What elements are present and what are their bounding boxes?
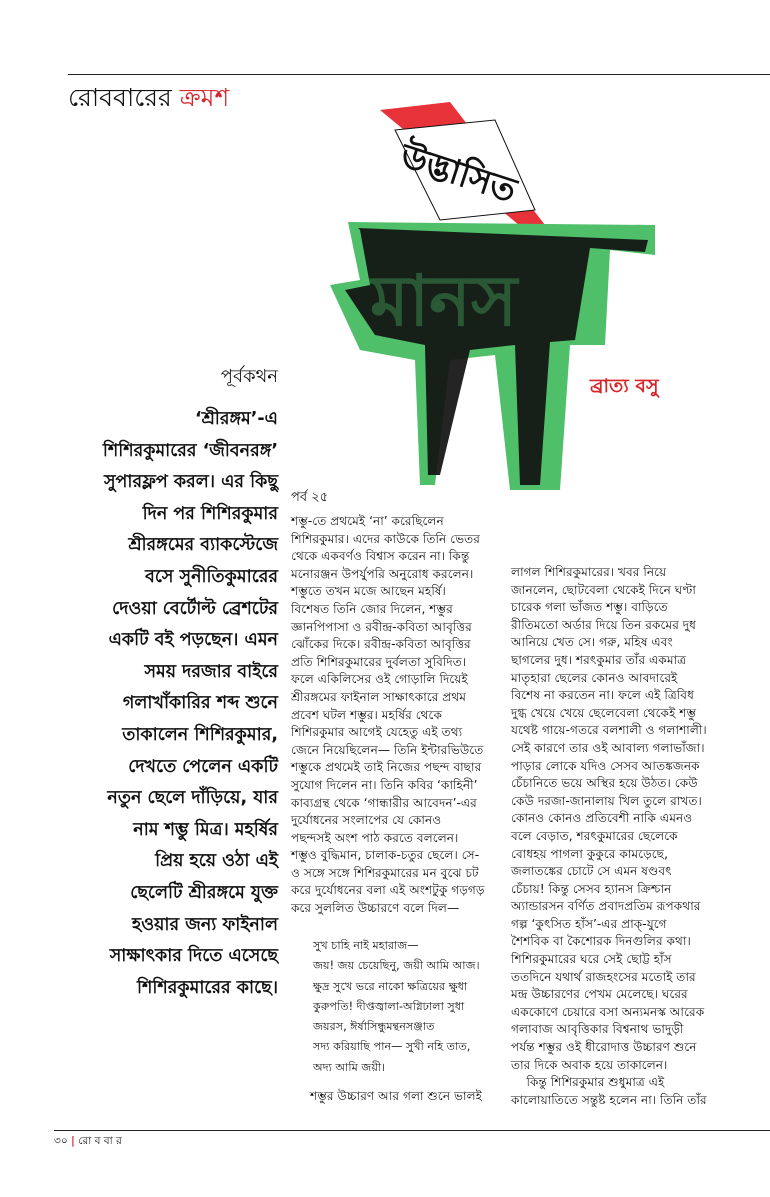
text-line: করে দুর্যোধনের বলা এই অংশটুকু গড়গড় <box>291 883 485 898</box>
poem-quote <box>313 936 480 1078</box>
text-line: সুখ চাহি নাই মহারাজ— <box>313 939 419 952</box>
text-line: জয়! জয় চেয়েছিনু, জয়ী আমি আজ। <box>313 959 480 973</box>
text-line: অ্যান্ডারসন বর্ণিত প্রবাদপ্রতিম রূপকথার <box>511 899 701 914</box>
text-line: শিশিরকুমার আগেই যেহেতু এই তথ্য <box>291 725 463 740</box>
text-line: ও সঙ্গে সঙ্গে শিশিরকুমারের মন বুঝে চট <box>291 865 479 880</box>
lead-heading: পূর্বকথন <box>220 366 278 387</box>
text-line: তাকালেন শিশিরকুমার, <box>122 724 278 745</box>
text-line: নাম শম্ভু মিত্র। মহর্ষির <box>133 819 278 840</box>
text-line: কাব্যগ্রন্থ থেকে ‘গান্ধারীর আবেদন’-এর <box>291 795 477 810</box>
text-line: সদ্য করিয়াছি পান— সুখী নহি তাত, <box>313 1040 471 1054</box>
text-line: আনিয়ে খেত সে। গরু, মহিষ এবং <box>511 635 673 650</box>
text-line: চারেক গলা ভাঁজত শম্ভু। বাড়িতে <box>511 600 668 615</box>
bottom-rule <box>54 1130 770 1131</box>
text-line: কেউ দরজা-জানালায় খিল তুলে রাখত। <box>511 793 702 808</box>
text-line: দুগ্ধ খেয়ে খেয়ে ছেলেবেলা থেকেই শম্ভু <box>511 705 697 720</box>
text-line: এককোণে চেয়ারে বসা অন্যমনস্ক আরেক <box>511 1004 705 1019</box>
text-line: দেখতে পেলেন একটি <box>128 756 278 777</box>
text-line: ছাগলের দুধ। শরৎকুমার তাঁর একমাত্র <box>511 652 687 667</box>
text-line: প্রিয় হয়ে ওঠা এই <box>155 851 278 872</box>
footer-separator: | <box>71 1135 75 1147</box>
text-line: জয়রস, ঈর্ষাসিন্ধুমন্থনসঞ্জাত <box>313 1020 435 1034</box>
text-line: সাক্ষাৎকার দিতে এসেছে <box>109 946 278 967</box>
text-line: পর্যন্ত শম্ভুর ওই ধীরোদাত্ত উচ্চারণ শুনে <box>511 1040 697 1055</box>
text-line: দিন পর শিশিরকুমার <box>142 503 278 524</box>
text-line: ক্ষুদ্র সুখে ভরে নাকো ক্ষত্রিয়ের ক্ষুধা <box>313 979 468 993</box>
text-line: লাগল শিশিরকুমারের। খবর নিয়ে <box>511 565 667 579</box>
article-column-middle-tail: শম্ভুর উচ্চারণ আর গলা শুনে ভালই <box>309 1089 483 1103</box>
text-line: ততদিনে যথার্থ রাজহংসের মতোই তার <box>511 969 696 984</box>
text-line: বোধহয় পাগলা কুকুরে কামড়েছে, <box>511 846 668 861</box>
text-line: তার দিকে অবাক হয়ে তাকালেন। <box>511 1057 668 1072</box>
lead-paragraph <box>60 404 278 1004</box>
text-line: দেওয়া বের্টোল্ট ব্রেশটের <box>112 598 278 619</box>
text-line: থেকে একবর্ণও বিশ্বাস করেন না। কিন্তু <box>291 549 470 564</box>
text-line: জেনে নিয়েছিলেন— তিনি ইন্টারভিউতে <box>291 742 484 757</box>
text-line: গলাখাঁকারির শব্দ শুনে <box>122 693 278 714</box>
text-line: যথেষ্ট গায়ে-গতরে বলশালী ও গলাশালী। <box>511 723 707 738</box>
text-line: গল্প ‘কুৎসিত হাঁস’-এর প্রাক্-যুগে <box>511 916 667 931</box>
text-line: অদ্য আমি জয়ী। <box>313 1060 386 1074</box>
text-line: শিশিরকুমারের কাছে। <box>137 977 278 998</box>
text-line: প্রতি শিশিরকুমারের দুর্বলতা সুবিদিত। <box>291 654 467 669</box>
text-line: ফলে একিলিসের ওই গোড়ালি দিয়েই <box>291 672 468 687</box>
text-line: পাড়ার লোকে যদিও সেসব আতঙ্কজনক <box>511 758 700 773</box>
page-number: ৩০ <box>54 1135 68 1147</box>
text-line: হওয়ার জন্য ফাইনাল <box>132 914 278 935</box>
text-line: জ্ঞানপিপাসা ও রবীন্দ্র-কবিতা আবৃত্তির <box>291 619 472 634</box>
author-name: ব্রাত্য বসু <box>590 375 659 397</box>
top-rule <box>68 74 770 75</box>
text-line: মন্দ্র উচ্চারণের পেখম মেলেছে। ঘরের <box>511 987 688 1002</box>
text-line: শম্ভুকে প্রথমেই তাই নিজের পছন্দ বাছার <box>291 760 482 775</box>
text-line: শিশিরকুমারের ‘জীবনরঙ্গ’ <box>102 440 278 461</box>
text-line: শৈশবিক বা কৈশোরক দিনগুলির কথা। <box>511 934 691 949</box>
text-line: সুপারফ্লপ করল। এর কিছু <box>103 472 278 493</box>
text-line: কুরুপতি! দীপ্তজ্বালা-অগ্নিঢালা সুধা <box>313 999 465 1013</box>
text-line: নতুন ছেলে দাঁড়িয়ে, যার <box>107 788 278 809</box>
text-line: শম্ভুতে তখন মজে আছেন মহর্ষি। <box>291 584 446 599</box>
article-column-middle <box>291 513 501 918</box>
page-footer <box>54 1133 122 1149</box>
text-line: বিশেষত তিনি জোর দিলেন, শম্ভুর <box>291 601 453 616</box>
text-line: ঝোঁকের দিকে। রবীন্দ্র-কবিতা আবৃত্তির <box>291 637 471 652</box>
text-line: কোনও কোনও প্রতিবেশী নাকি এমনও <box>511 811 693 826</box>
text-line: সুযোগ দিলেন না। তিনি কবির ‘কাহিনী’ <box>291 777 478 792</box>
section-heading <box>68 82 229 114</box>
text-line: শ্রীরঙ্গমের ব্যাকস্টেজে <box>128 535 278 556</box>
text-line: ‘শ্রীরঙ্গম’-এ <box>194 409 278 429</box>
text-line: শম্ভুও বুদ্ধিমান, চালাক-চতুর ছেলে। সে- <box>291 848 480 863</box>
text-line: একটি বই পড়ছেন। এমন <box>108 630 278 651</box>
text-line: জলাতঙ্কের চোটে সে এমন ষণ্ডবৎ <box>511 864 672 879</box>
text-line: সেই কারণে তার ওই আবাল্য গলাভাঁজা। <box>511 740 705 755</box>
text-line: দুর্যোধনের সংলাপের যে কোনও <box>291 813 442 828</box>
text-line: বলে বেড়াত, শরৎকুমারের ছেলেকে <box>511 828 678 843</box>
text-line: বিশেষ না করতেন না। ফলে এই ত্রিবিধ <box>511 688 694 703</box>
text-line: শম্ভু-তে প্রথমেই ‘না’ করেছিলেন <box>291 514 444 528</box>
text-line: শ্রীরঙ্গমের ফাইনাল সাক্ষাৎকারে প্রথম <box>291 689 467 704</box>
section-heading-red: ক্রমশ <box>179 83 230 112</box>
text-line: করে সুললিত উচ্চারণে বলে দিল— <box>291 901 460 916</box>
article-column-right <box>511 564 736 1109</box>
text-line: শিশিরকুমারের ঘরে সেই ছোট্ট হাঁস <box>511 952 672 967</box>
text-line: কিন্তু শিশিরকুমার শুধুমাত্র এই <box>511 1075 665 1090</box>
title-line2: মানস <box>370 260 518 342</box>
section-heading-black: রোববারের <box>68 83 180 112</box>
text-line: মাতৃহারা ছেলের কোনও আবদারেই <box>511 670 678 685</box>
text-line: প্রবেশ ঘটল শম্ভুর। মহর্ষির থেকে <box>291 707 442 722</box>
title-artwork <box>320 90 680 490</box>
text-line: গলাবাজ আবৃত্তিকার বিশ্বনাথ ভাদুড়ী <box>511 1022 684 1037</box>
text-line: বসে সুনীতিকুমারের <box>145 566 278 587</box>
text-line: পছন্দসই অংশ পাঠ করতে বললেন। <box>291 830 459 845</box>
text-line: কালোয়াতিতে সন্তুষ্ট হলেন না। তিনি তাঁর <box>511 1092 707 1107</box>
text-line: রীতিমতো অর্ডার দিয়ে তিন রকমের দুধ <box>511 617 697 632</box>
text-line: জানলেন, ছোটবেলা থেকেই দিনে ঘণ্টা <box>511 582 696 597</box>
text-line: শিশিরকুমার। এদের কাউকে তিনি ভেতর <box>291 531 481 546</box>
text-line: সময় দরজার বাইরে <box>144 661 278 682</box>
text-line: চেঁচানিতে ভয়ে অস্থির হয়ে উঠত। কেউ <box>511 776 698 791</box>
title-line1: উদ্ভাসিত <box>395 136 522 212</box>
text-line: চেঁচায়! কিন্তু সেসব হ্যানস ক্রিশ্চান <box>511 881 672 896</box>
magazine-name: রো ব বা র <box>78 1135 122 1147</box>
episode-label: পর্ব ২৫ <box>291 490 329 505</box>
text-line: ছেলেটি শ্রীরঙ্গমে যুক্ত <box>130 882 278 903</box>
text-line: মনোরঞ্জন উপর্যুপরি অনুরোধ করলেন। <box>291 566 474 581</box>
